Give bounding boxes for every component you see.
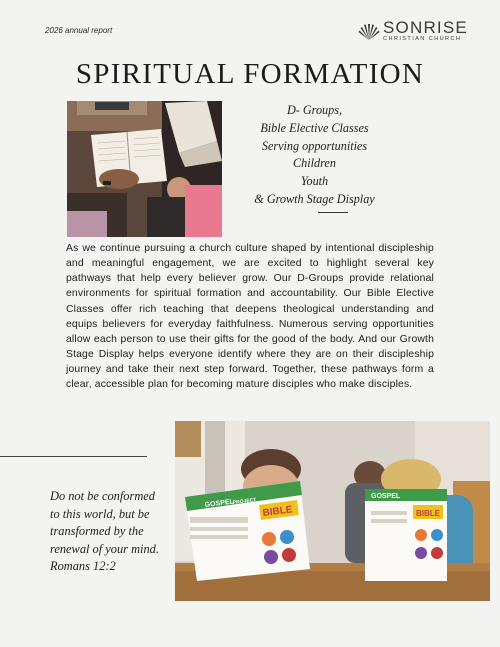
book-series-label: GOSPEL	[371, 493, 401, 500]
quote-text: Do not be conformed to this world, but be transformed by the renewal of your mind.	[50, 489, 159, 556]
pathway-item: Youth	[300, 174, 329, 189]
bible-reading-photo	[67, 101, 222, 237]
logo-subtitle: CHRISTIAN CHURCH	[383, 36, 462, 42]
book-subtitle-label: PROJECT	[232, 497, 257, 506]
quote-divider	[0, 456, 147, 457]
sunrise-logo-icon	[358, 19, 380, 41]
pathway-item: Serving opportunities	[261, 138, 368, 153]
body-paragraph: As we continue pursuing a church culture shaped by intentional discipleship and meaningful engagement, we are excited to highlight several key pathways that help every believer grow. Our D-Groups provide relational environments for spiritual formation and accountability. Our Bible Elective Classes offer rich teaching that deepens theological understanding and equips believers for everyday faithfulness. Numerous serving opportunities allow each person to use their gifts for the good of the body. And our Growth Stage Display helps everyone identify where they are on their discipleship journey and take their next step forward. Together, these pathways form a clear, accessible plan for becoming mature disciples who make disciples.	[66, 243, 434, 391]
pathway-item: Bible Elective Classes	[260, 120, 369, 135]
book-title-label: BIBLE	[262, 504, 294, 519]
pathways-list	[232, 102, 397, 209]
book-series-label: GOSPEL	[204, 498, 235, 509]
pathway-item: & Growth Stage Display	[254, 191, 375, 206]
report-year: 2026 annual report	[45, 26, 113, 35]
quote-reference: Romans 12:2	[50, 559, 116, 574]
list-divider	[318, 212, 348, 213]
scripture-quote	[50, 488, 162, 576]
church-logo	[358, 18, 478, 44]
pathway-item: Children	[293, 156, 336, 171]
page-title: SPIRITUAL FORMATION	[75, 58, 425, 90]
logo-name: SONRISE	[383, 18, 468, 37]
book-title-label: BIBLE	[416, 509, 440, 518]
pathway-item: D- Groups,	[286, 103, 343, 117]
boys-reading-bible-photo	[175, 421, 490, 601]
